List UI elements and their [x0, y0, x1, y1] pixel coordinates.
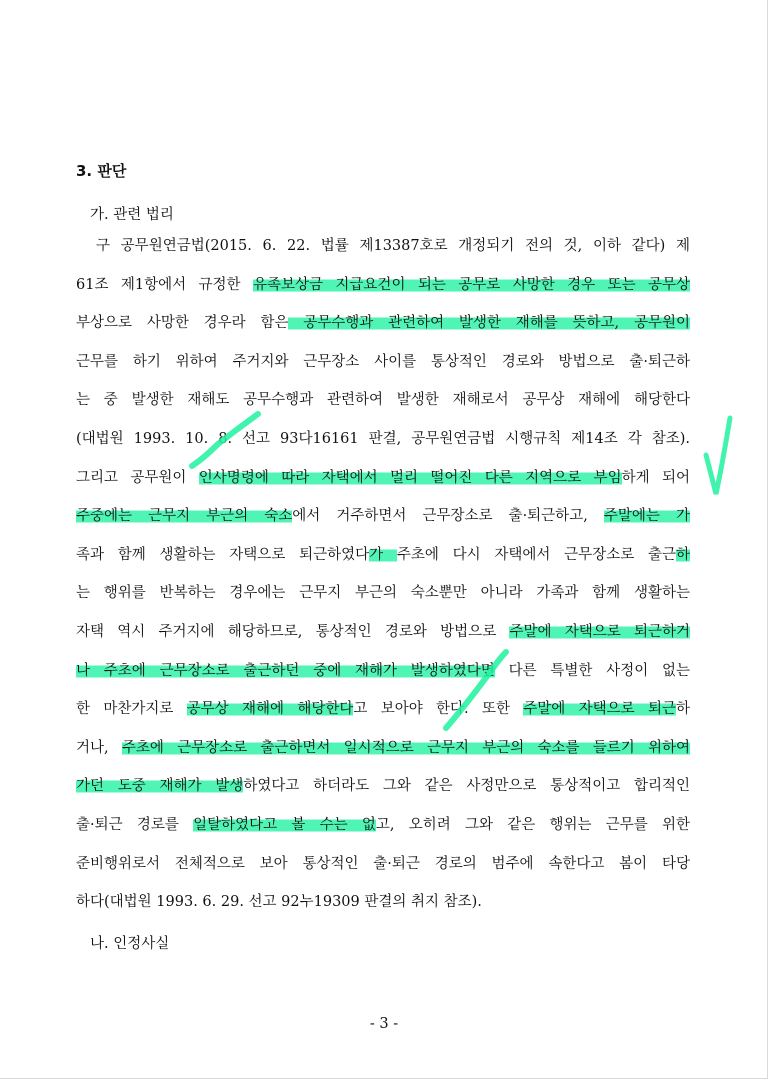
text-segment: 는 중 발생한 재해도 공무수행과 관련하여 발생한 재해로서 공무상 재해에 해당한다: [76, 392, 690, 408]
highlighted-text: 인사명령에 따라 자택에서 멀리 떨어진 다른 지역으로 부임: [198, 470, 622, 486]
text-segment: 하: [675, 701, 690, 717]
highlighted-text: 유족보상금 지급요건이 되는 공무로 사망한 경우 또는 공무상: [252, 277, 691, 293]
highlighted-text: 가: [369, 547, 397, 563]
text-line: [76, 662, 690, 680]
text-segment: 그리고 공무원이: [76, 470, 199, 486]
text-line: [76, 855, 690, 873]
highlighted-text: 하: [675, 547, 690, 563]
text-segment: 하였다고 하더라도 그와 같은 사정만으로 통상적이고 합리적인: [243, 778, 690, 794]
text-line: [76, 430, 690, 448]
text-line: [76, 353, 690, 371]
text-segment: 구 공무원연금법(2015. 6. 22. 법률 제13387호로 개정되기 전의 것, 이하 같다) 제: [96, 238, 690, 254]
text-line: [76, 546, 690, 564]
text-segment: 거나,: [76, 740, 122, 756]
text-segment: 부상으로 사망한 경우라 함은: [76, 315, 289, 331]
subsection-heading-b: 나. 인정사실: [90, 936, 170, 952]
highlighted-text: 공무수행과 관련하여 발생한 재해를 뜻하고, 공무원이: [288, 315, 690, 331]
text-segment: 고 보아야 한다. 또한: [353, 701, 524, 717]
text-segment: 족과 함께 생활하는 자택으로 퇴근하였다: [76, 547, 370, 563]
text-segment: 고, 오히려 그와 같은 행위는 근무를 위한: [375, 817, 690, 833]
highlighted-text: 나 주초에 근무장소로 출근하던 중에 재해가 발생하였다면: [76, 663, 495, 679]
section-heading: 3. 판단: [76, 162, 127, 180]
text-line: [76, 777, 690, 795]
text-segment: 근무를 하기 위하여 주거지와 근무장소 사이를 통상적인 경로와 방법으로 출·퇴근하: [76, 354, 690, 370]
highlighted-text: 가던 도중 재해가 발생: [76, 778, 244, 794]
highlighted-text: 주초에 근무장소로 출근하면서 일시적으로 근무지 부근의 숙소를 들르기 위하여: [121, 740, 691, 756]
subsection-heading-a: 가. 관련 법리: [90, 207, 174, 223]
text-line: [76, 623, 690, 641]
text-segment: 하다(대법원 1993. 6. 29. 선고 92누19309 판결의 취지 참조).: [76, 894, 482, 910]
highlighted-text: 주중에는 근무지 부근의 숙소: [76, 508, 293, 524]
text-line: [76, 469, 690, 487]
text-segment: 하게 되어: [621, 470, 690, 486]
text-line: [76, 507, 690, 525]
text-line: [76, 816, 690, 834]
text-line: [76, 391, 690, 409]
text-segment: (대법원 1993. 10. 8. 선고 93다16161 판결, 공무원연금법 시행규칙 제14조 각 참조).: [76, 431, 690, 447]
text-segment: 출·퇴근 경로를: [76, 817, 194, 833]
text-line: [76, 584, 690, 602]
highlighted-text: 주말에 자택으로 퇴근: [523, 701, 676, 717]
text-segment: 준비행위로서 전체적으로 보아 통상적인 출·퇴근 경로의 범주에 속한다고 봄이 타당: [76, 856, 690, 872]
text-line: [76, 893, 690, 911]
text-line: [96, 237, 690, 255]
text-segment: 자택 역시 주거지에 해당하므로, 통상적인 경로와 방법으로: [76, 624, 510, 640]
text-line: [76, 276, 690, 294]
text-segment: 61조 제1항에서 규정한: [76, 277, 253, 293]
highlighted-text: 주말에는 가: [603, 508, 690, 524]
text-line: [76, 739, 690, 757]
text-segment: 한 마찬가지로: [76, 701, 187, 717]
text-line: [76, 314, 690, 332]
highlighted-text: 공무상 재해에 해당한다: [186, 701, 354, 717]
highlighted-text: 주말에 자택으로 퇴근하거: [509, 624, 691, 640]
page-number: - 3 -: [369, 1016, 399, 1032]
text-line: [76, 700, 690, 718]
text-segment: 에서 거주하면서 근무장소로 출·퇴근하고,: [292, 508, 604, 524]
text-segment: 다른 특별한 사정이 없는: [494, 663, 690, 679]
text-segment: 는 행위를 반복하는 경우에는 근무지 부근의 숙소뿐만 아니라 가족과 함께 생활하는: [76, 585, 690, 601]
highlighted-text: 일탈하였다고 볼 수는 없: [193, 817, 376, 833]
text-segment: 주초에 다시 자택에서 근무장소로 출근: [396, 547, 676, 563]
checkmark-right-icon: [706, 418, 730, 494]
